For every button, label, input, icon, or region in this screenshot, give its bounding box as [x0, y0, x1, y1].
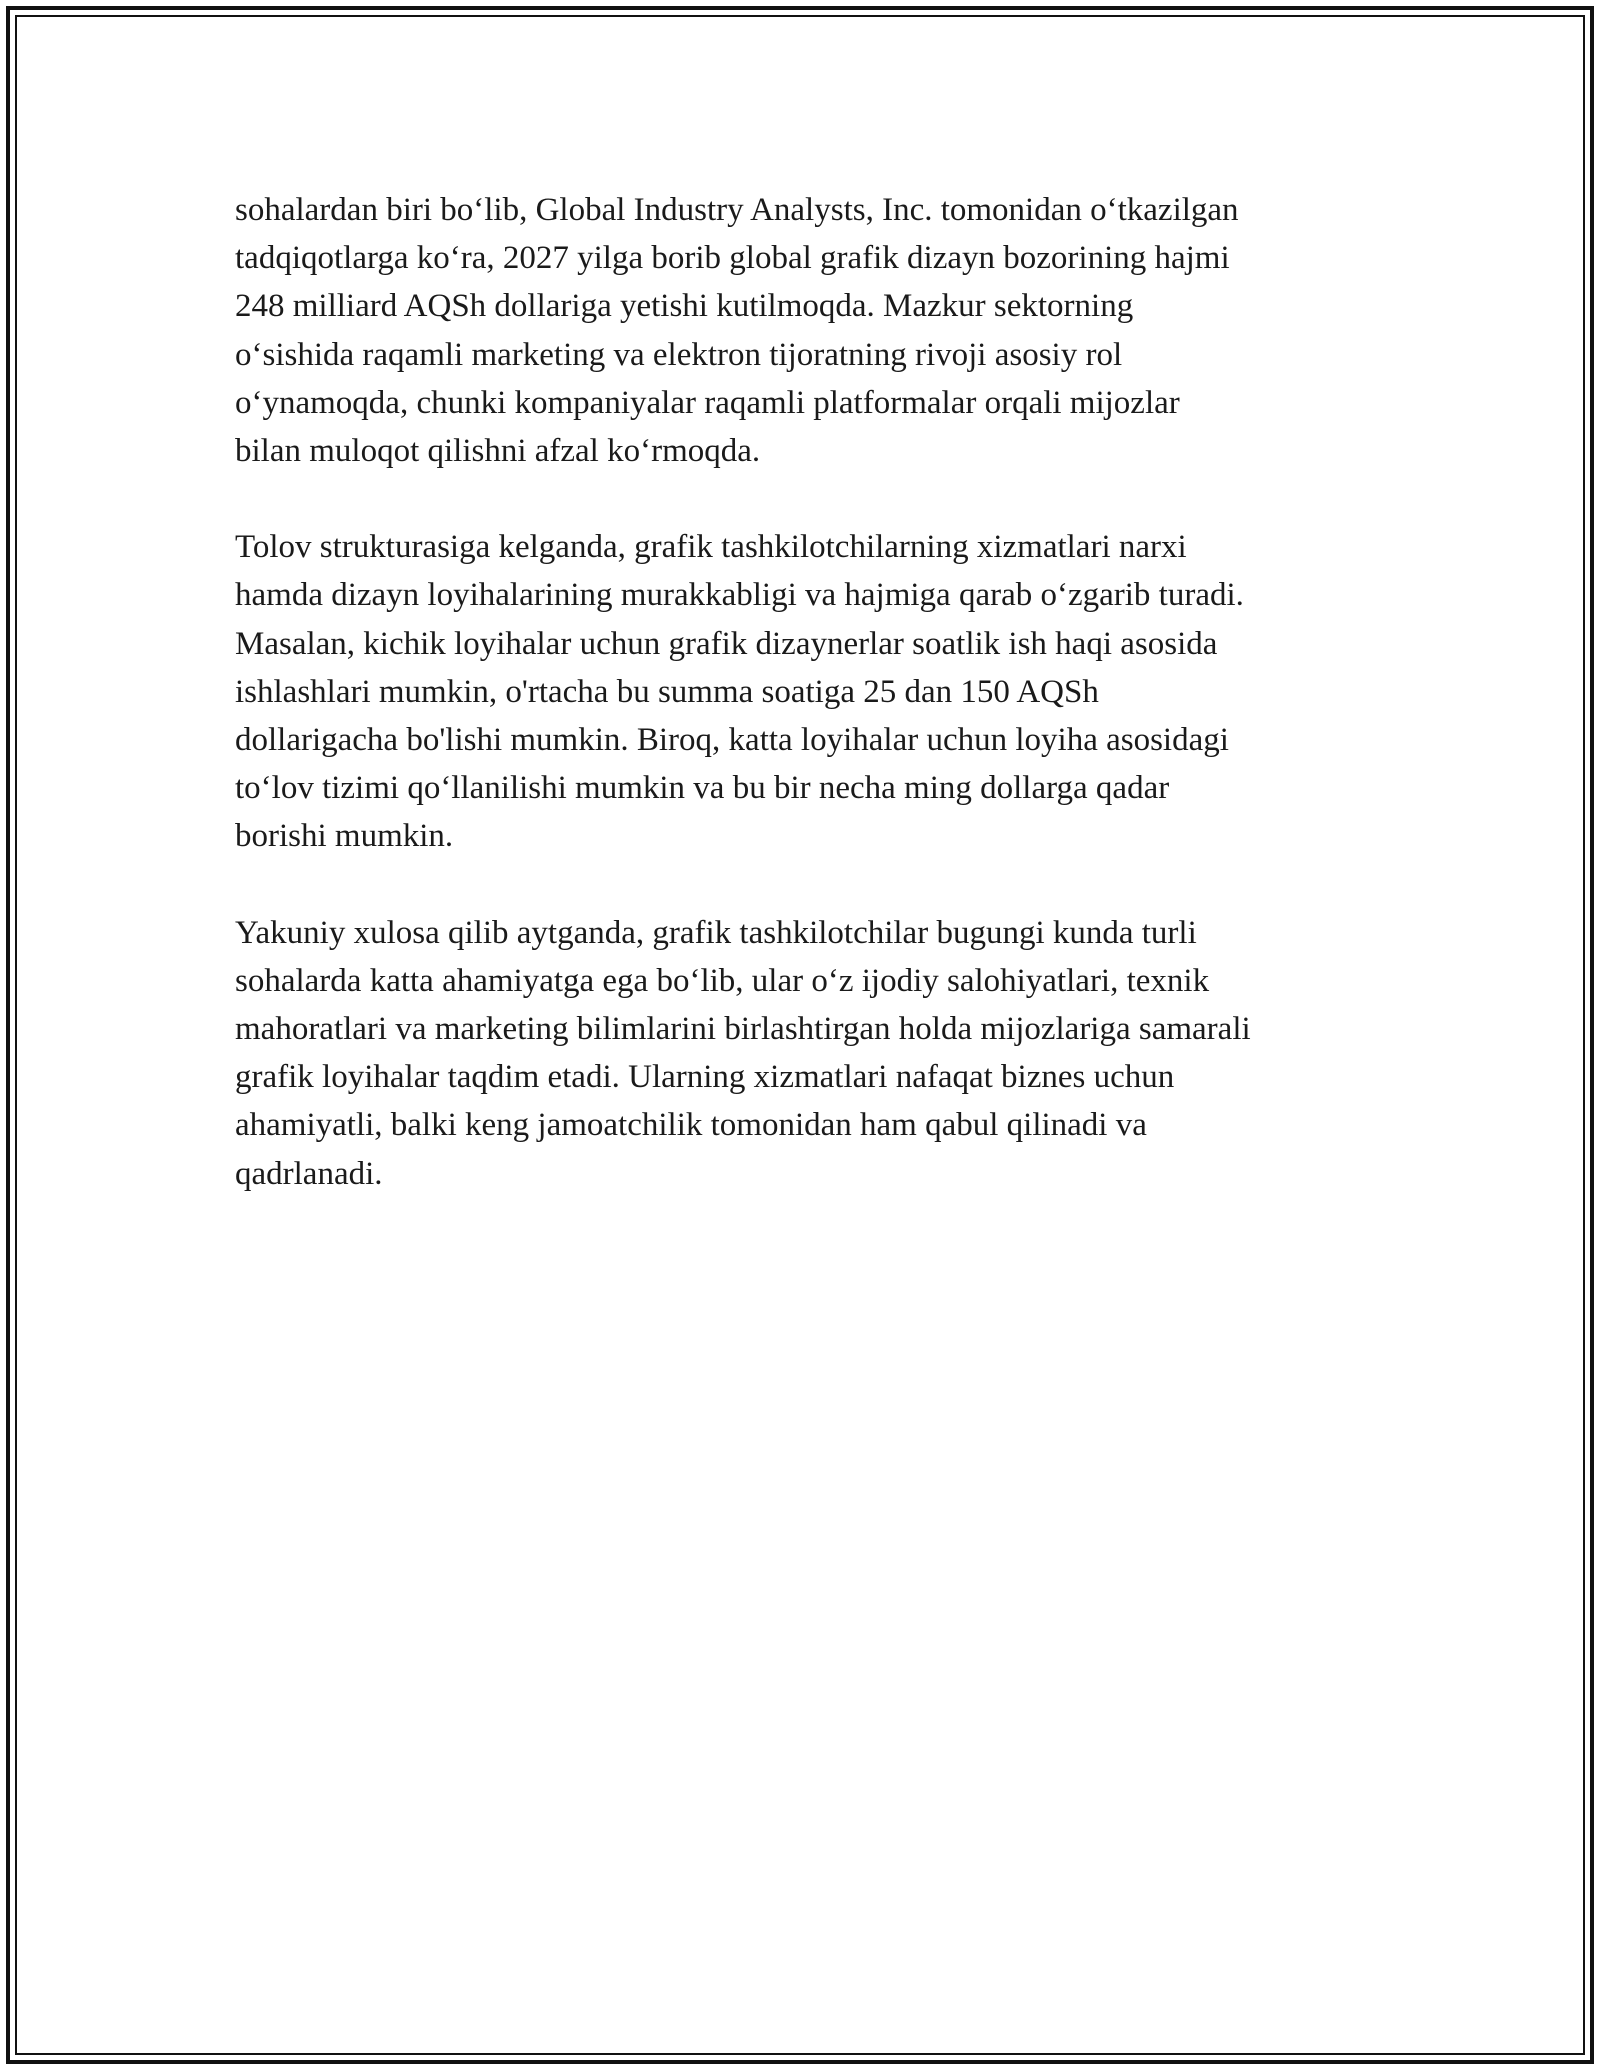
paragraph-market-growth: sohalardan biri bo‘lib, Global Industry Analysts, Inc. tomonidan o‘tkazilgan tadqiqotlarga ko‘ra, 2027 yilga borib global grafik dizayn bozorining hajmi 248 milliard AQSh dollariga yetishi kutilmoqda. Mazkur sektorning o‘sishida raqamli marketing va elektron tijoratning rivoji asosiy rol o‘ynamoqda, chunki kompaniyalar raqamli platformalar orqali mijozlar bilan muloqot qilishni afzal ko‘rmoqda. [235, 192, 1239, 470]
paragraph-conclusion: Yakuniy xulosa qilib aytganda, grafik tashkilotchilar bugungi kunda turli sohalarda katta ahamiyatga ega bo‘lib, ular o‘z ijodiy salohiyatlari, texnik mahoratlari va marketing bilimlarini birlashtirgan holda mijozlariga samarali grafik loyihalar taqdim etadi. Ularning xizmatlari nafaqat biznes uchun ahamiyatli, balki keng jamoatchilik tomonidan ham qabul qilinadi va qadrlanadi. [235, 914, 1251, 1192]
paragraph-payment-structure: Tolov strukturasiga kelganda, grafik tashkilotchilarning xizmatlari narxi hamda dizayn loyihalarining murakkabligi va hajmiga qarab o‘zgarib turadi. Masalan, kichik loyihalar uchun grafik dizaynerlar soatlik ish haqi asosida ishlashlari mumkin, o'rtacha bu summa soatiga 25 dan 150 AQSh dollarigacha bo'lishi mumkin. Biroq, katta loyihalar uchun loyiha asosidagi to‘lov tizimi qo‘llanilishi mumkin va bu bir necha ming dollarga qadar borishi mumkin. [235, 529, 1244, 855]
document-body [235, 186, 1375, 1198]
